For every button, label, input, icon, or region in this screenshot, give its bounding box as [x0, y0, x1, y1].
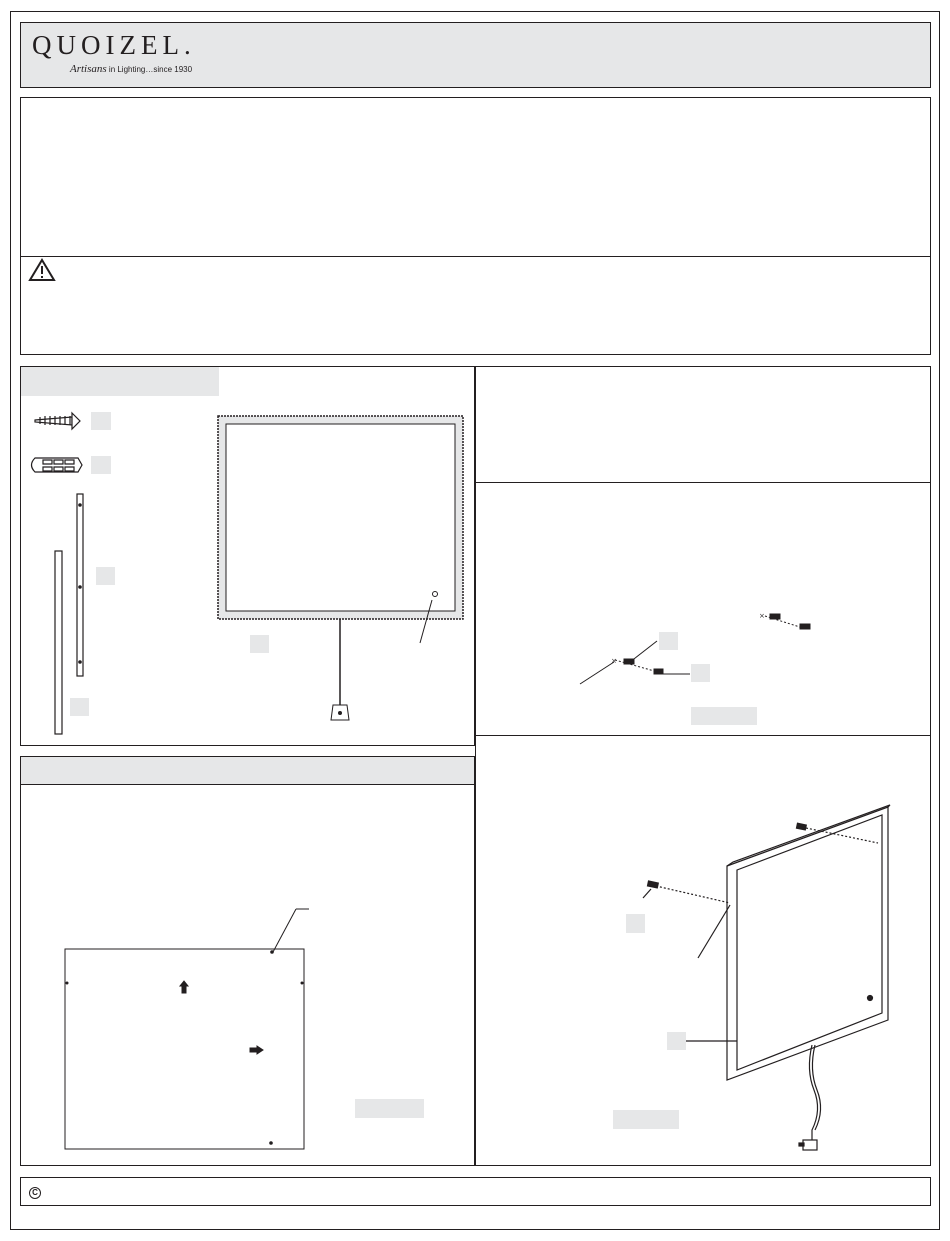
copyright-icon: C: [29, 1187, 41, 1199]
svg-text:×: ×: [759, 612, 765, 620]
part-label-box: [667, 1032, 686, 1050]
screw-icon: [35, 413, 80, 429]
part-label-box: [626, 914, 645, 933]
part-label-box: [70, 698, 89, 716]
wall-anchor-icon: [32, 458, 83, 472]
part-label-box: [96, 567, 115, 585]
figure-label-box: [613, 1110, 679, 1129]
part-label-box: [91, 412, 111, 430]
part-label-box: [659, 632, 678, 650]
mirror-front-illustration: [218, 416, 463, 720]
svg-text:×: ×: [611, 657, 617, 665]
mirror-hanging-illustration: [643, 805, 890, 1150]
mounting-template-illustration: [65, 909, 309, 1149]
part-label-box: [91, 456, 111, 474]
figure-label-box: [691, 707, 757, 725]
brand-logo: QUOIZEL.: [32, 30, 196, 60]
part-label-box: [250, 635, 269, 653]
copyright-footer: [20, 1177, 931, 1206]
figure-label-box: [355, 1099, 424, 1118]
part-label-box: [691, 664, 710, 682]
brand-tagline: Artisans in Lighting…since 1930: [70, 63, 193, 75]
